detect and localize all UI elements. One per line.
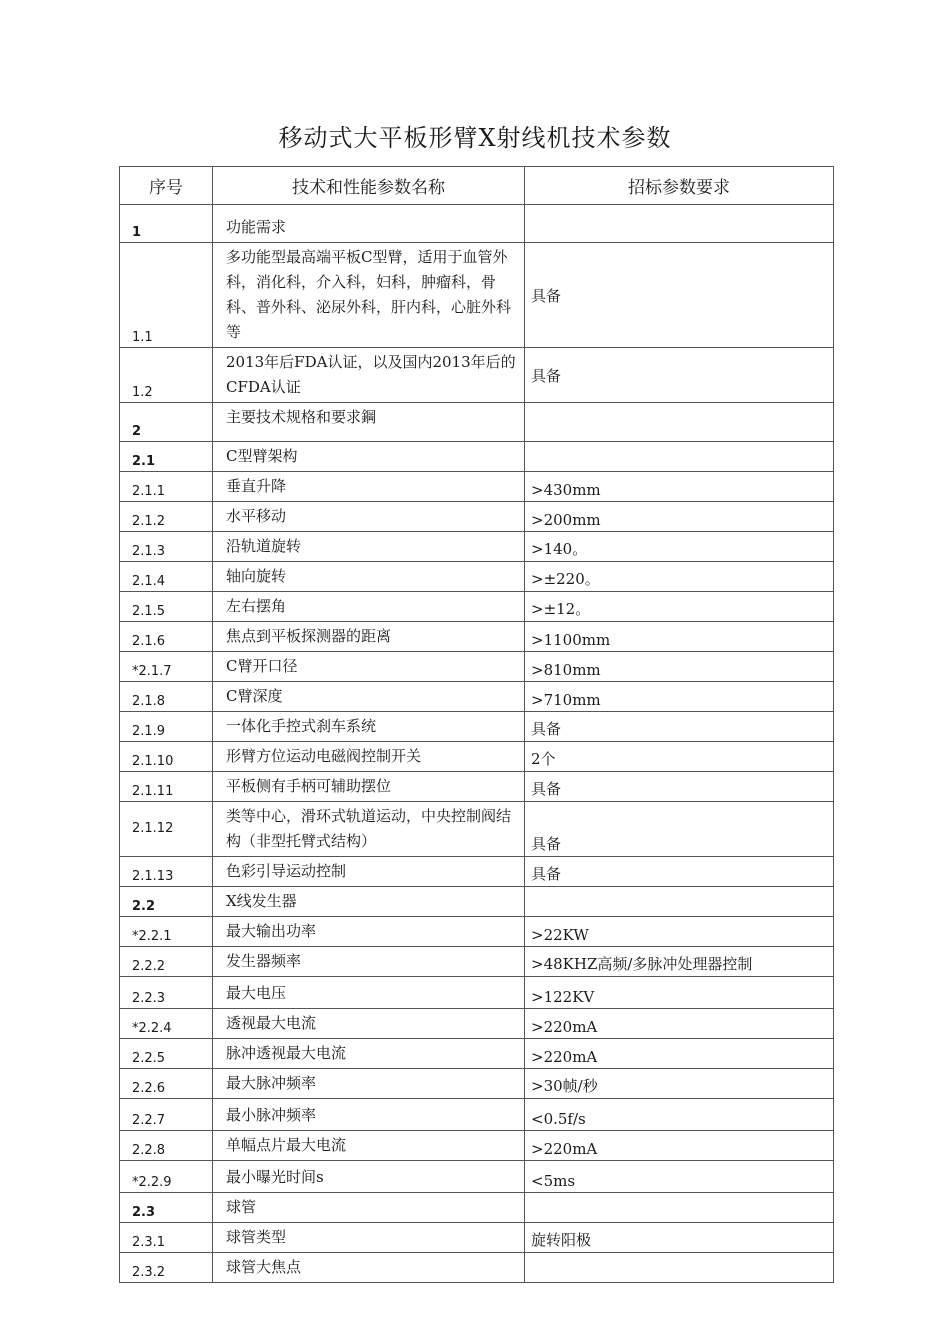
row-req: >810mm bbox=[525, 652, 834, 682]
row-name: 最大电压 bbox=[213, 977, 525, 1009]
row-no: *2.2.1 bbox=[120, 917, 213, 947]
row-name: 轴向旋转 bbox=[213, 562, 525, 592]
row-req bbox=[525, 1193, 834, 1223]
row-req: >1100mm bbox=[525, 622, 834, 652]
row-name: 色彩引导运动控制 bbox=[213, 857, 525, 887]
table-row bbox=[120, 532, 834, 562]
row-no: 2.1.11 bbox=[120, 772, 213, 802]
row-name: 透视最大电流 bbox=[213, 1009, 525, 1039]
document-title: 移动式大平板形臂X射线机技术参数 bbox=[278, 124, 672, 152]
row-no: 2.3 bbox=[120, 1193, 213, 1223]
row-no: 2.2.2 bbox=[120, 947, 213, 977]
row-no: 2.2 bbox=[120, 887, 213, 917]
row-name: 球管 bbox=[213, 1193, 525, 1223]
row-no: 2.2.3 bbox=[120, 977, 213, 1009]
row-name: 最大脉冲频率 bbox=[213, 1069, 525, 1099]
row-name: 最小曝光时间s bbox=[213, 1161, 525, 1193]
row-no: 2.2.8 bbox=[120, 1131, 213, 1161]
row-req: >220mA bbox=[525, 1131, 834, 1161]
row-no: 2.1.4 bbox=[120, 562, 213, 592]
row-no: 2.1.3 bbox=[120, 532, 213, 562]
table-row bbox=[120, 502, 834, 532]
table-row bbox=[120, 403, 834, 442]
row-req: >±12。 bbox=[525, 592, 834, 622]
row-no: 2.1.10 bbox=[120, 742, 213, 772]
table-row bbox=[120, 652, 834, 682]
row-no: 1.2 bbox=[120, 348, 213, 403]
row-no: 2.1.6 bbox=[120, 622, 213, 652]
row-name: 球管大焦点 bbox=[213, 1253, 525, 1283]
row-req: >710mm bbox=[525, 682, 834, 712]
row-req: >48KHZ高频/多脉冲处理器控制 bbox=[525, 947, 834, 977]
row-no: 2.1.9 bbox=[120, 712, 213, 742]
header-name: 技术和性能参数名称 bbox=[213, 167, 525, 205]
row-no: 2.1.1 bbox=[120, 472, 213, 502]
row-no: 2.2.7 bbox=[120, 1099, 213, 1131]
row-req: >220mA bbox=[525, 1009, 834, 1039]
row-req: 具备 bbox=[525, 857, 834, 887]
row-req: 具备 bbox=[525, 243, 834, 348]
row-req: 具备 bbox=[525, 772, 834, 802]
table-row bbox=[120, 977, 834, 1009]
row-req bbox=[525, 442, 834, 472]
table-row bbox=[120, 1193, 834, 1223]
row-req: <5ms bbox=[525, 1161, 834, 1193]
row-req: <0.5f/s bbox=[525, 1099, 834, 1131]
row-name: 最小脉冲频率 bbox=[213, 1099, 525, 1131]
row-no: 2.1.5 bbox=[120, 592, 213, 622]
table-row bbox=[120, 622, 834, 652]
table-row bbox=[120, 1099, 834, 1131]
row-req: >122KV bbox=[525, 977, 834, 1009]
row-name: 垂直升降 bbox=[213, 472, 525, 502]
row-name: C臂开口径 bbox=[213, 652, 525, 682]
row-name: 多功能型最高端平板C型臂，适用于血管外科，消化科，介入科，妇科，肿瘤科，骨科、普外科、泌尿外科，肝内科，心脏外科等 bbox=[213, 243, 525, 348]
row-name: X线发生器 bbox=[213, 887, 525, 917]
table-row bbox=[120, 472, 834, 502]
header-req: 招标参数要求 bbox=[525, 167, 834, 205]
row-name: 球管类型 bbox=[213, 1223, 525, 1253]
row-name: 脉冲透视最大电流 bbox=[213, 1039, 525, 1069]
row-name: 平板侧有手柄可辅助摆位 bbox=[213, 772, 525, 802]
table-row bbox=[120, 917, 834, 947]
table-row bbox=[120, 802, 834, 857]
row-no: 2.2.5 bbox=[120, 1039, 213, 1069]
row-name: 左右摆角 bbox=[213, 592, 525, 622]
row-name: 2013年后FDA认证，以及国内2013年后的CFDA认证 bbox=[213, 348, 525, 403]
row-name: 功能需求 bbox=[213, 205, 525, 243]
table-row bbox=[120, 772, 834, 802]
row-req: 旋转阳极 bbox=[525, 1223, 834, 1253]
row-no: 2.1.2 bbox=[120, 502, 213, 532]
row-name: 单幅点片最大电流 bbox=[213, 1131, 525, 1161]
row-req bbox=[525, 1253, 834, 1283]
row-no: 2.1.13 bbox=[120, 857, 213, 887]
table-row bbox=[120, 712, 834, 742]
row-no: 2 bbox=[120, 403, 213, 442]
table-row bbox=[120, 592, 834, 622]
table-row bbox=[120, 562, 834, 592]
table-row bbox=[120, 1039, 834, 1069]
row-req: >140。 bbox=[525, 532, 834, 562]
row-no: *2.1.7 bbox=[120, 652, 213, 682]
row-name: 一体化手控式刹车系统 bbox=[213, 712, 525, 742]
row-name: 发生器频率 bbox=[213, 947, 525, 977]
row-no: 2.3.1 bbox=[120, 1223, 213, 1253]
row-name: 类等中心，滑环式轨道运动，中央控制阀结构（非型托臂式结构） bbox=[213, 802, 525, 857]
table-row bbox=[120, 1223, 834, 1253]
row-no: *2.2.4 bbox=[120, 1009, 213, 1039]
table-row bbox=[120, 205, 834, 243]
row-req bbox=[525, 205, 834, 243]
row-req: >±220。 bbox=[525, 562, 834, 592]
table-row bbox=[120, 243, 834, 348]
row-no: 2.1.12 bbox=[120, 802, 213, 857]
row-req: 具备 bbox=[525, 348, 834, 403]
row-name: 最大输出功率 bbox=[213, 917, 525, 947]
row-name: 水平移动 bbox=[213, 502, 525, 532]
row-req: 2个 bbox=[525, 742, 834, 772]
table-header-row bbox=[120, 167, 834, 205]
row-name: C型臂架构 bbox=[213, 442, 525, 472]
row-req: 具备 bbox=[525, 802, 834, 857]
table-row bbox=[120, 887, 834, 917]
row-name: 主要技术规格和要求鋼 bbox=[213, 403, 525, 442]
row-req bbox=[525, 403, 834, 442]
row-req: >22KW bbox=[525, 917, 834, 947]
header-no: 序号 bbox=[120, 167, 213, 205]
spec-table bbox=[119, 166, 834, 1283]
row-no: 1 bbox=[120, 205, 213, 243]
table-row bbox=[120, 1253, 834, 1283]
row-req: >30帧/秒 bbox=[525, 1069, 834, 1099]
row-name: C臂深度 bbox=[213, 682, 525, 712]
row-name: 沿轨道旋转 bbox=[213, 532, 525, 562]
row-req: >220mA bbox=[525, 1039, 834, 1069]
row-no: 1.1 bbox=[120, 243, 213, 348]
table-row bbox=[120, 1009, 834, 1039]
row-no: 2.2.6 bbox=[120, 1069, 213, 1099]
row-name: 焦点到平板探测器的距离 bbox=[213, 622, 525, 652]
table-row bbox=[120, 682, 834, 712]
row-name: 形臂方位运动电磁阀控制开关 bbox=[213, 742, 525, 772]
table-row bbox=[120, 442, 834, 472]
table-row bbox=[120, 857, 834, 887]
table-row bbox=[120, 1161, 834, 1193]
row-req: >200mm bbox=[525, 502, 834, 532]
row-req: >430mm bbox=[525, 472, 834, 502]
table-row bbox=[120, 1131, 834, 1161]
table-row bbox=[120, 348, 834, 403]
row-req bbox=[525, 887, 834, 917]
row-no: *2.2.9 bbox=[120, 1161, 213, 1193]
table-row bbox=[120, 742, 834, 772]
table-row bbox=[120, 1069, 834, 1099]
row-no: 2.1 bbox=[120, 442, 213, 472]
row-no: 2.3.2 bbox=[120, 1253, 213, 1283]
row-req: 具备 bbox=[525, 712, 834, 742]
row-no: 2.1.8 bbox=[120, 682, 213, 712]
table-row bbox=[120, 947, 834, 977]
